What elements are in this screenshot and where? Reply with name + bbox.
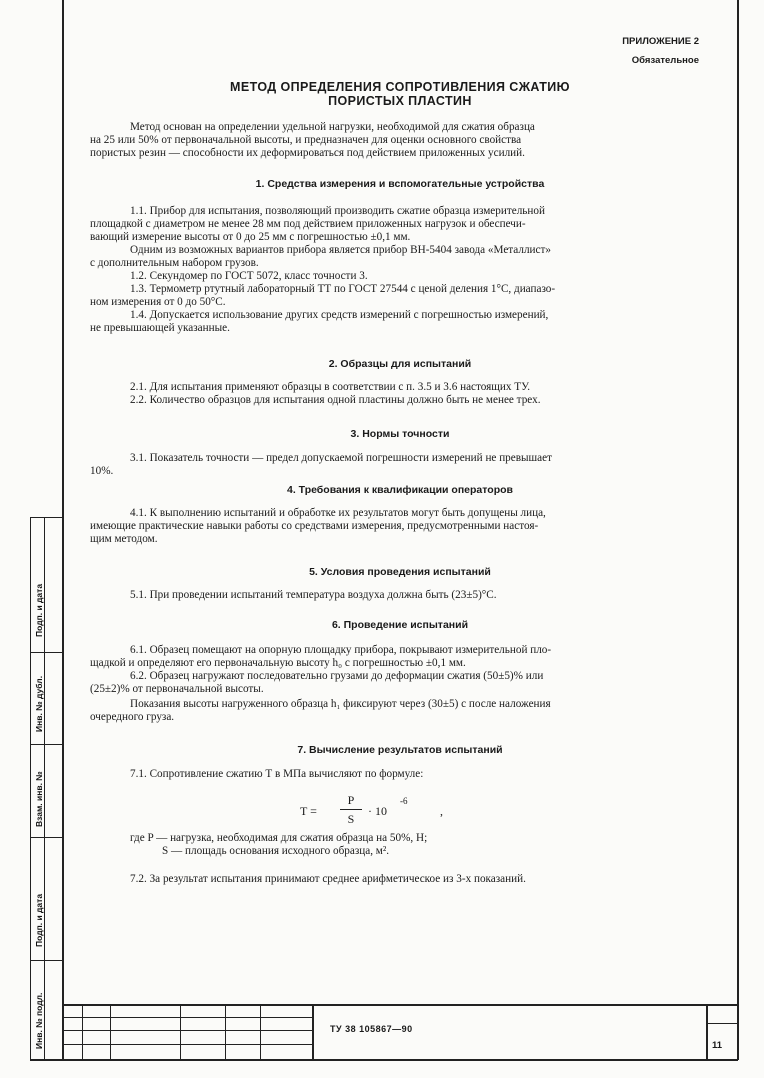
- section-5-heading: 5. Условия проведения испытаний: [309, 566, 491, 578]
- stamp-inv-podl-label: Инв. № подл.: [34, 992, 44, 1049]
- title-block-col-line: [180, 1004, 181, 1060]
- stamp-signature-date-label-2: Подп. и дата: [34, 893, 44, 947]
- stamp-strip-divider: [30, 837, 62, 838]
- title-block-col-line: [82, 1004, 83, 1060]
- stamp-strip-inner-line: [44, 517, 45, 1060]
- section-7-intro: 7.1. Сопротивление сжатию Т в МПа вычисляют по формуле:: [130, 768, 424, 780]
- frame-right-line: [737, 0, 739, 1060]
- section-6-line: 6.1. Образец помещают на опорную площадку прибора, покрывают измерительной пло-: [130, 644, 552, 656]
- frame-bottom-line: [30, 1059, 738, 1061]
- title-block-row-line: [62, 1030, 312, 1031]
- formula-denominator: S: [347, 812, 355, 826]
- intro-line: Метод основан на определении удельной нагрузки, необходимой для сжатия образца: [130, 121, 535, 133]
- stamp-signature-date-label: Подп. и дата: [34, 583, 44, 637]
- section-1-line: 1.4. Допускается использование других средств измерений с погрешностью измерений,: [130, 309, 549, 321]
- section-6-line: щадкой и определяют его первоначальную высоту h₀ с погрешностью ±0,1 мм.: [90, 657, 466, 669]
- page-number: 11: [712, 1040, 723, 1051]
- formula-comma: ,: [440, 804, 443, 818]
- section-1-line: Одним из возможных вариантов прибора является прибор ВН-5404 завода «Металлист»: [130, 244, 551, 256]
- title-block-col-line: [260, 1004, 261, 1060]
- title-block-row-line: [62, 1044, 312, 1045]
- title-line-1: МЕТОД ОПРЕДЕЛЕНИЯ СОПРОТИВЛЕНИЯ СЖАТИЮ: [230, 80, 570, 94]
- title-block-col-line: [312, 1004, 314, 1060]
- title-block-col-line: [110, 1004, 111, 1060]
- section-1-line: ном измерения от 0 до 50°С.: [90, 296, 226, 308]
- appendix-status: Обязательное: [631, 55, 699, 66]
- section-1-line: площадкой с диаметром не менее 28 мм под действием приложенных нагрузок и обеспечи-: [90, 218, 526, 230]
- stamp-strip-divider: [30, 517, 62, 518]
- formula: [300, 793, 500, 829]
- formula-numerator: P: [347, 793, 355, 807]
- stamp-strip-divider: [30, 960, 62, 961]
- section-1-line: 1.2. Секундомер по ГОСТ 5072, класс точности 3.: [130, 270, 368, 282]
- section-3-line: 10%.: [90, 465, 114, 477]
- section-3-heading: 3. Нормы точности: [350, 428, 450, 440]
- section-2-heading: 2. Образцы для испытаний: [328, 358, 472, 370]
- section-6-line: очередного груза.: [90, 711, 175, 723]
- title-block-top-line: [62, 1004, 738, 1006]
- stamp-strip-divider: [30, 652, 62, 653]
- section-2-line: 2.2. Количество образцов для испытания одной пластины должно быть не менее трех.: [130, 394, 541, 406]
- section-4-line: щим методом.: [90, 533, 158, 545]
- section-1-line: вающий измерение высоты от 0 до 25 мм с погрешностью ±0,1 мм.: [90, 231, 411, 243]
- frame-left-line: [62, 0, 64, 1060]
- section-1-heading: 1. Средства измерения и вспомогательные устройства: [255, 178, 545, 190]
- section-6-line: (25±2)% от первоначальной высоты.: [90, 683, 264, 695]
- title-block-col-line: [225, 1004, 226, 1060]
- formula-where-line: S — площадь основания исходного образца, м².: [162, 845, 390, 857]
- section-4-line: 4.1. К выполнению испытаний и обработке их результатов могут быть допущены лица,: [130, 507, 546, 519]
- stamp-strip-outer-line: [30, 517, 31, 1060]
- section-4-heading: 4. Требования к квалификации операторов: [287, 484, 513, 496]
- section-6-heading: 6. Проведение испытаний: [331, 619, 469, 631]
- document-title: [62, 80, 738, 108]
- formula-factor: · 10: [368, 804, 387, 818]
- section-6-line: 6.2. Образец нагружают последовательно грузами до деформации сжатия (50±5)% или: [130, 670, 544, 682]
- page-number-cell-line: [706, 1023, 738, 1024]
- document-code: ТУ 38 105867—90: [330, 1024, 413, 1034]
- intro-line: пористых резин — способности их деформироваться под действием приложенных усилий.: [90, 147, 525, 159]
- stamp-vzam-inv-label: Взам. инв. №: [34, 771, 44, 827]
- section-1-line: 1.3. Термометр ртутный лабораторный ТТ по ГОСТ 27544 с ценой деления 1°С, диапазо-: [130, 283, 556, 295]
- section-4-line: имеющие практические навыки работы со средствами измерения, предусмотренными настоя-: [90, 520, 539, 532]
- section-5-line: 5.1. При проведении испытаний температура воздуха должна быть (23±5)°С.: [130, 589, 497, 601]
- formula-where-line: где P — нагрузка, необходимая для сжатия образца на 50%, Н;: [130, 832, 428, 844]
- section-7-result: 7.2. За результат испытания принимают среднее арифметическое из 3-х показаний.: [130, 873, 526, 885]
- title-line-2: ПОРИСТЫХ ПЛАСТИН: [328, 94, 472, 108]
- stamp-strip: [30, 517, 62, 1060]
- stamp-inv-dubl-label: Инв. № дубл.: [34, 675, 44, 732]
- section-7-heading: 7. Вычисление результатов испытаний: [297, 744, 503, 756]
- section-6-line: Показания высоты нагруженного образца h₁ фиксируют через (30±5) с после наложения: [130, 698, 551, 710]
- section-1-line: с дополнительным набором грузов.: [90, 257, 259, 269]
- stamp-strip-divider: [30, 744, 62, 745]
- intro-line: на 25 или 50% от первоначальной высоты, и предназначен для оценки основного свойства: [90, 134, 522, 146]
- formula-lhs: T =: [300, 804, 317, 818]
- title-block-row-line: [62, 1017, 312, 1018]
- section-1-line: 1.1. Прибор для испытания, позволяющий производить сжатие образца измерительной: [130, 205, 545, 217]
- section-3-line: 3.1. Показатель точности — предел допускаемой погрешности измерений не превышает: [130, 452, 552, 464]
- section-2-line: 2.1. Для испытания применяют образцы в соответствии с п. 3.5 и 3.6 настоящих ТУ.: [130, 381, 530, 393]
- appendix-header: [622, 32, 699, 70]
- appendix-label: ПРИЛОЖЕНИЕ 2: [622, 36, 699, 47]
- formula-exponent: -6: [400, 796, 408, 806]
- section-1-line: не превышающей указанные.: [90, 322, 230, 334]
- title-block-col-line: [706, 1004, 708, 1060]
- formula-fraction-bar: [340, 809, 362, 810]
